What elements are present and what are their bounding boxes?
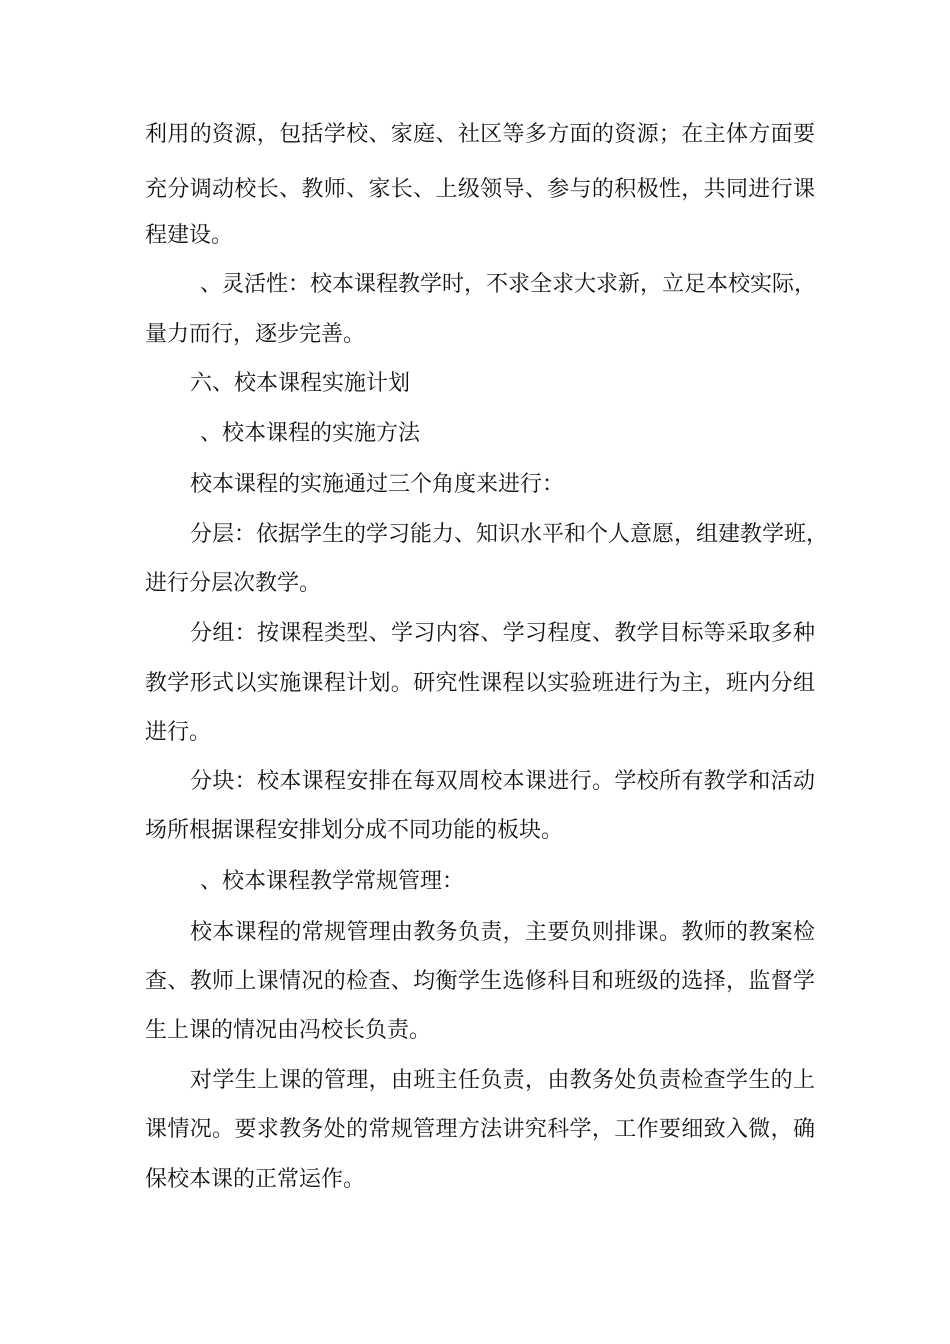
text-line: 、灵活性：校本课程教学时，不求全求大求新，立足本校实际， [200,272,817,297]
text-line: 保校本课的正常运作。 [145,1167,366,1192]
text-line: 校本课程的常规管理由教务负责，主要负则排课。教师的教案检 [190,920,815,945]
text-line: 生上课的情况由冯校长负责。 [145,1018,432,1043]
section-heading: 六、校本课程实施计划 [190,371,411,396]
text-line: 利用的资源，包括学校、家庭、社区等多方面的资源；在主体方面要 [145,122,815,147]
subsection-heading: 、校本课程教学常规管理： [200,869,465,894]
text-line: 校本课程的实施通过三个角度来进行： [190,472,565,497]
text-line: 充分调动校长、教师、家长、上级领导、参与的积极性，共同进行课 [145,177,815,202]
text-line: 分块：校本课程安排在每双周校本课进行。学校所有教学和活动 [190,769,815,794]
text-line: 量力而行，逐步完善。 [145,322,366,347]
text-line: 进行分层次教学。 [145,571,322,596]
text-line: 分层：依据学生的学习能力、知识水平和个人意愿，组建教学班， [190,522,829,547]
text-line: 场所根据课程安排划分成不同功能的板块。 [145,818,564,843]
subsection-heading: 、校本课程的实施方法 [200,421,421,446]
text-line: 对学生上课的管理，由班主任负责，由教务处负责检查学生的上 [190,1068,815,1093]
text-line: 查、教师上课情况的检查、均衡学生选修科目和班级的选择，监督学 [145,969,815,994]
text-line: 进行。 [145,720,212,745]
text-line: 分组：按课程类型、学习内容、学习程度、教学目标等采取多种 [190,621,815,646]
text-line: 课情况。要求教务处的常规管理方法讲究科学，工作要细致入微，确 [145,1117,815,1142]
text-line: 教学形式以实施课程计划。研究性课程以实验班进行为主，班内分组 [145,671,815,696]
text-line: 程建设。 [145,223,234,248]
